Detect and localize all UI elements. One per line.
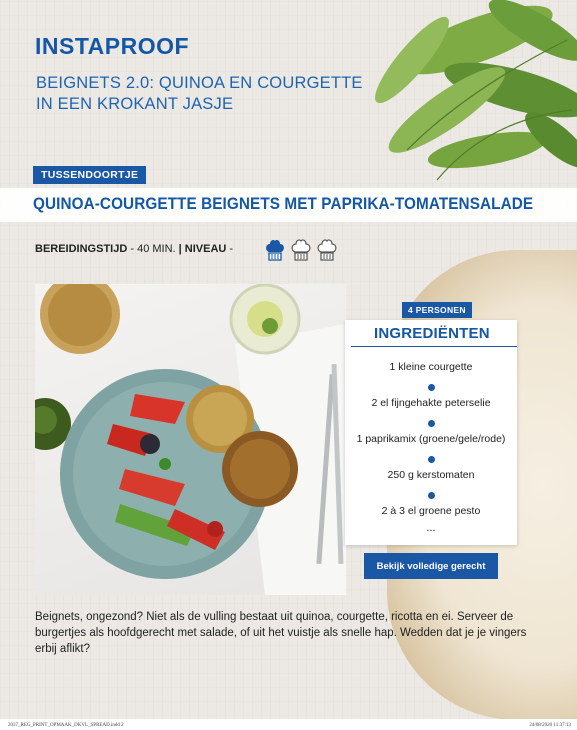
- chef-hat-icon: [264, 237, 286, 263]
- headline: [36, 73, 363, 115]
- bullet-icon: [345, 486, 517, 504]
- recipe-title: QUINOA-COURGETTE BEIGNETS MET PAPRIKA-TOMATENSALADE: [33, 194, 534, 213]
- chef-hat-icon: [290, 237, 312, 263]
- ingredients-list: [345, 360, 517, 522]
- plated-beignets-image: [35, 284, 346, 595]
- level-label: NIVEAU: [181, 243, 227, 255]
- bullet-icon: [345, 414, 517, 432]
- print-timestamp: 24/08/2020 11:37:13: [529, 723, 571, 728]
- intro-paragraph: Beignets, ongezond? Niet als de vulling bestaat uit quinoa, courgette, ricotta en ei. Serveer de burgertjes als hoofdgerecht met salade, of uit het vuistje als snelle hap. Wedden dat je je vingers erbij aflikt?: [35, 611, 527, 655]
- ingredients-title: INGREDIËNTEN: [374, 325, 490, 342]
- print-slug: [0, 719, 577, 730]
- print-file-name: 2037_REG_PRINT_OPMAAK_DKVL_SPREAD.indd 2: [8, 723, 124, 728]
- ingredient-item: 1 paprikamix (groene/gele/rode): [356, 433, 506, 445]
- level-suffix: -: [226, 243, 234, 255]
- section-label: INSTAPROOF: [35, 33, 190, 59]
- difficulty-rating: [264, 237, 338, 263]
- headline-line-1: BEIGNETS 2.0: QUINOA EN COURGETTE: [36, 74, 363, 92]
- recipe-meta: [35, 243, 233, 255]
- meta-separator: |: [178, 243, 182, 255]
- headline-line-2: IN EEN KROKANT JASJE: [36, 95, 234, 113]
- ingredients-divider: [351, 346, 517, 347]
- ingredient-item: 2 à 3 el groene pesto: [381, 505, 481, 517]
- recipe-photo: [35, 284, 346, 595]
- category-tag: TUSSENDOORTJE: [33, 166, 146, 184]
- bullet-icon: [345, 450, 517, 468]
- bullet-icon: [345, 378, 517, 396]
- ingredient-item: 1 kleine courgette: [389, 361, 473, 373]
- view-full-recipe-button[interactable]: Bekijk volledige gerecht: [364, 553, 498, 579]
- ingredients-more: ...: [426, 522, 436, 534]
- chef-hat-icon: [316, 237, 338, 263]
- ingredient-item: 2 el fijngehakte peterselie: [371, 397, 491, 409]
- prep-value: - 40 MIN.: [127, 243, 179, 255]
- servings-badge: 4 PERSONEN: [402, 302, 472, 318]
- prep-label: BEREIDINGSTIJD: [35, 243, 128, 255]
- ingredient-item: 250 g kerstomaten: [387, 469, 475, 481]
